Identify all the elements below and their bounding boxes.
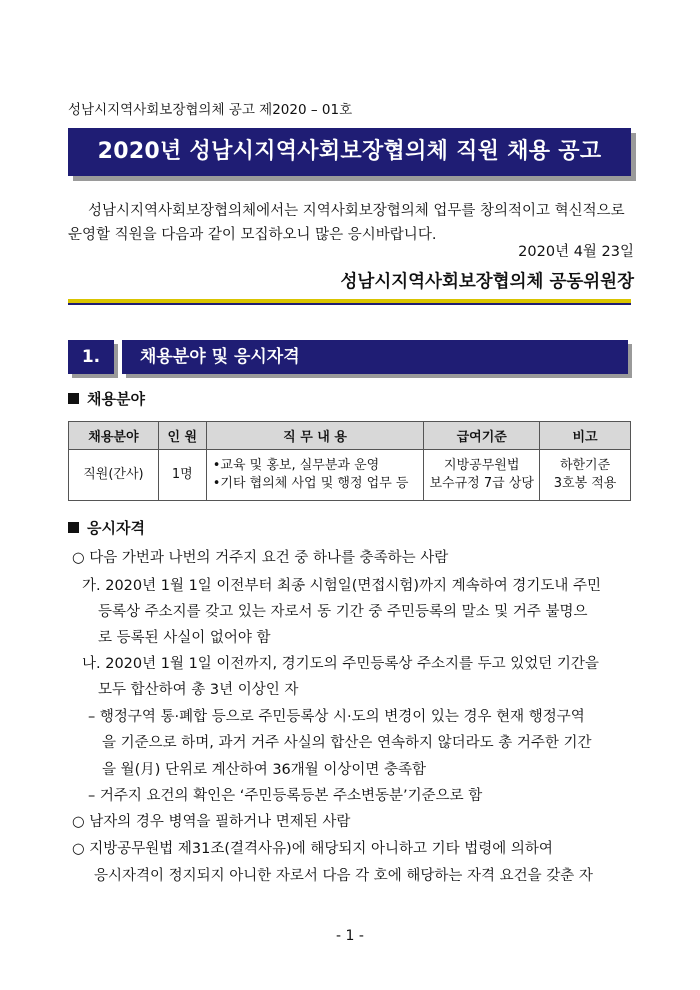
qualification-line: 등록상 주소지를 갖고 있는 자로서 동 기간 중 주민등록의 말소 및 거주 불명으 <box>98 604 588 620</box>
cell-note: 하한기준 3호봉 적용 <box>540 450 631 501</box>
document-number: 성남시지역사회보장협의체 공고 제2020 – 01호 <box>68 102 353 118</box>
column-header: 급여기준 <box>424 422 540 450</box>
qualification-line: ○ 다음 가번과 나번의 거주지 요건 중 하나를 충족하는 사람 <box>72 550 449 566</box>
intro-line-2: 운영할 직원을 다음과 같이 모집하오니 많은 응시바랍니다. <box>68 227 437 243</box>
qualification-line: 가. 2020년 1월 1일 이전부터 최종 시험일(면접시험)까지 계속하여 경기도내 주민 <box>82 578 601 594</box>
qualification-line: 모두 합산하여 총 3년 이상인 자 <box>98 682 299 698</box>
qualification-line: ○ 지방공무원법 제31조(결격사유)에 해당되지 아니하고 기타 법령에 의하여 <box>72 841 553 857</box>
cell-salary: 지방공무원법 보수규정 7급 상당 <box>424 450 540 501</box>
divider-blue <box>68 303 631 305</box>
square-bullet-icon <box>68 393 79 404</box>
signer: 성남시지역사회보장협의체 공동위원장 <box>340 272 634 292</box>
qualification-line: 응시자격이 정지되지 아니한 자로서 다음 각 호에 해당하는 자격 요건을 갖춘 자 <box>94 868 593 884</box>
column-header: 직 무 내 용 <box>206 422 424 450</box>
table-row <box>69 450 631 501</box>
qualification-line: 을 기준으로 하며, 과거 거주 사실의 합산은 연속하지 않더라도 총 거주한 기간 <box>102 735 592 751</box>
cell-count: 1명 <box>158 450 206 501</box>
column-header: 비고 <box>540 422 631 450</box>
recruitment-heading: 채용분야 <box>68 388 145 409</box>
qualification-line: – 거주지 요건의 확인은 ‘주민등록등본 주소변동분’기준으로 함 <box>88 788 483 804</box>
qualification-line: 나. 2020년 1월 1일 이전까지, 경기도의 주민등록상 주소지를 두고 있었던 기간을 <box>82 656 599 672</box>
square-bullet-icon <box>68 522 79 533</box>
page-title: 2020년 성남시지역사회보장협의체 직원 채용 공고 <box>68 128 631 176</box>
qualification-line: ○ 남자의 경우 병역을 필하거나 면제된 사람 <box>72 814 351 830</box>
table-header-row <box>69 422 631 450</box>
qualification-line: – 행정구역 통·폐합 등으로 주민등록상 시·도의 변경이 있는 경우 현재 행정구역 <box>88 709 585 725</box>
intro-line-1: 성남시지역사회보장협의체에서는 지역사회보장협의체 업무를 창의적이고 혁신적으로 <box>88 203 625 219</box>
recruitment-table <box>68 421 631 501</box>
announcement-date: 2020년 4월 23일 <box>518 244 634 260</box>
section-title: 채용분야 및 응시자격 <box>122 340 628 374</box>
qualification-line: 을 월(月) 단위로 계산하여 36개월 이상이면 충족함 <box>102 762 427 778</box>
qualification-line: 로 등록된 사실이 없어야 함 <box>98 630 271 646</box>
cell-field: 직원(간사) <box>69 450 159 501</box>
section-number: 1. <box>68 340 114 374</box>
qualification-heading: 응시자격 <box>68 517 145 538</box>
page-number: - 1 - <box>336 928 364 944</box>
cell-duty: •교육 및 홍보, 실무분과 운영 •기타 협의체 사업 및 행정 업무 등 <box>206 450 424 501</box>
column-header: 인 원 <box>158 422 206 450</box>
column-header: 채용분야 <box>69 422 159 450</box>
